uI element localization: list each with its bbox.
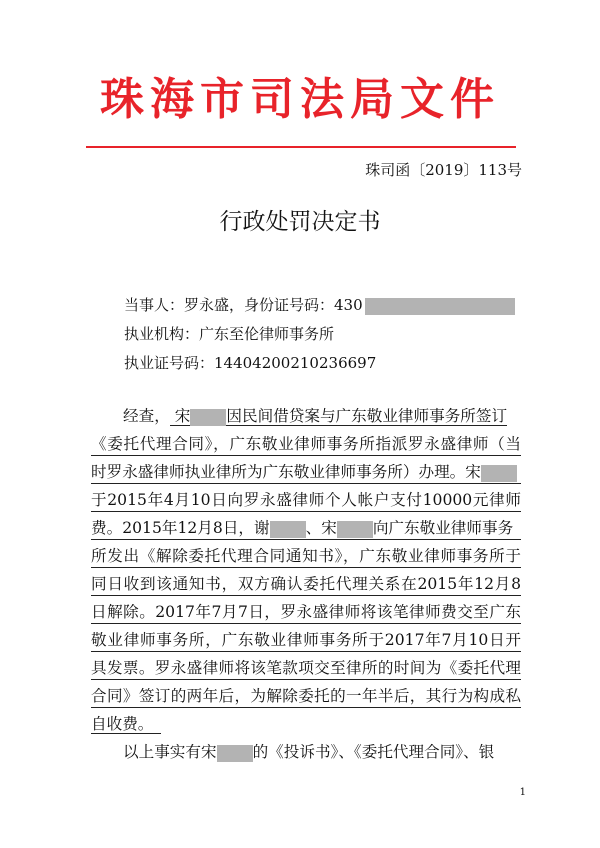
body-line-3: 时罗永盛律师执业律所为广东敬业律师事务所）办理。宋: [91, 461, 521, 484]
body-line-6: 所发出《解除委托代理合同通知书》，广东敬业律师事务所于: [91, 545, 521, 568]
body-line-2: 《委托代理合同》，广东敬业律师事务所指派罗永盛律师（当: [91, 433, 521, 456]
body-line-5: 费。2015年12月8日，谢 、宋 向广东敬业律师事务: [91, 517, 521, 540]
issuer-header-title: 珠海市司法局文件: [100, 74, 500, 125]
underlined-text: 宋 因民间借贷案与广东敬业律师事务所签订: [170, 407, 507, 426]
body-line-13: 以上事实有宋 的《投诉书》、《委托代理合同》、银: [123, 743, 495, 761]
body-line-1: 经查， 宋 因民间借贷案与广东敬业律师事务所签订: [123, 407, 508, 425]
id-number-redaction: [365, 298, 515, 315]
body-line-12: 自收费。: [91, 713, 521, 735]
name-redaction: [481, 465, 517, 482]
name-redaction: [337, 521, 373, 538]
body-line-8: 日解除。2017年7月7日，罗永盛律师将该笔律师费交至广东: [91, 601, 521, 624]
party-text: 当事人：罗永盛，身份证号码：430: [124, 296, 363, 314]
header-red-rule: [86, 146, 516, 148]
license-number-line: 执业证号码：14404200210236697: [124, 354, 377, 372]
page-number: 1: [519, 787, 526, 798]
party-line: [124, 294, 515, 316]
document-title: 行政处罚决定书: [219, 209, 381, 235]
name-redaction: [270, 521, 306, 538]
body-line-11: 合同》签订的两年后，为解除委托的一年半后，其行为构成私: [91, 685, 521, 708]
body-line-4: 于2015年4月10日向罗永盛律师个人帐户支付10000元律师: [91, 489, 521, 512]
document-number: 珠司函〔2019〕113号: [365, 161, 522, 179]
name-redaction: [217, 745, 253, 762]
body-line-9: 敬业律师事务所，广东敬业律师事务所于2017年7月10日开: [91, 629, 521, 652]
body-line-7: 同日收到该通知书，双方确认委托代理关系在2015年12月8: [91, 573, 521, 596]
practice-org-line: 执业机构：广东至伦律师事务所: [124, 325, 335, 343]
name-redaction: [190, 409, 226, 426]
body-line-10: 具发票。罗永盛律师将该笔款项交至律所的时间为《委托代理: [91, 657, 521, 680]
